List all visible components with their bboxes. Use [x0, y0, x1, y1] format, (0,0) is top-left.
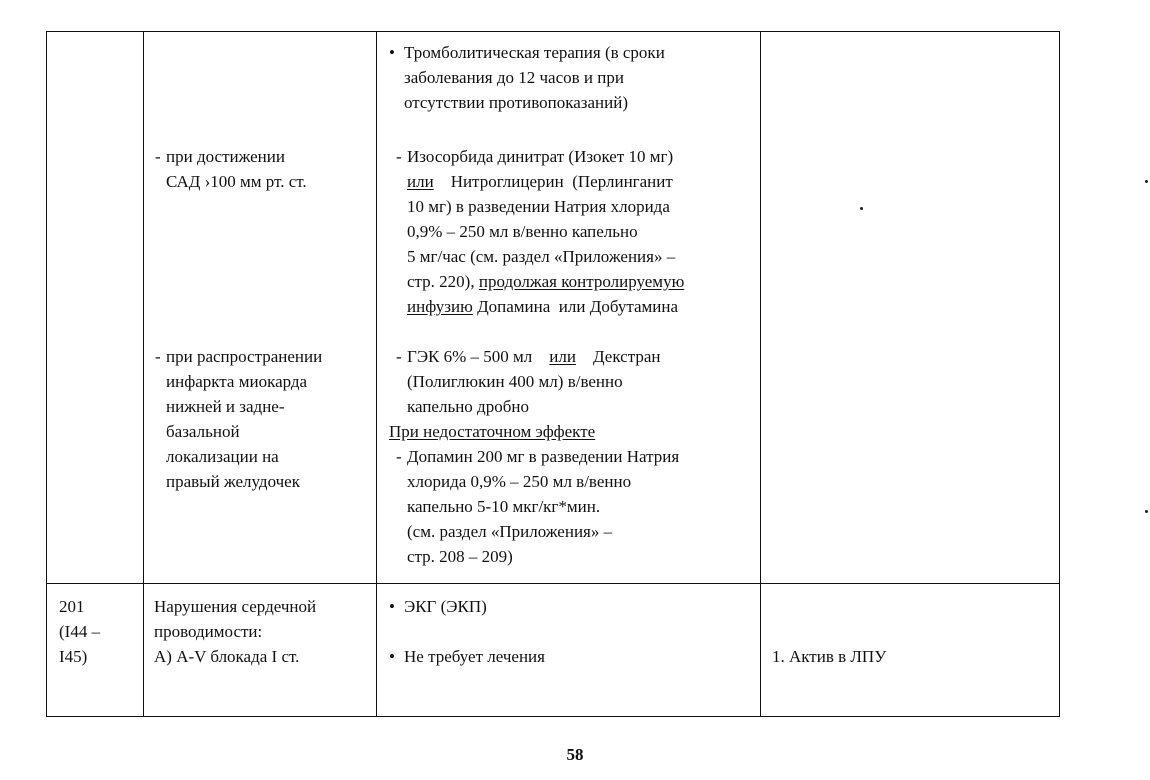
outcome-cell: [761, 584, 1060, 717]
thrombolytic-therapy: • Тромболитическая терапия (в сроки заболевания до 12 часов и при отсутствии противопоказаний): [387, 40, 665, 115]
scan-speck: [1145, 180, 1148, 183]
treatment-cell: [377, 32, 761, 584]
code-cell: [47, 32, 144, 584]
condition-right-ventricle: - при распространении инфаркта миокарда нижней и задне- базальной локализации на правый желудочек: [154, 344, 322, 494]
diagnosis-text: Нарушения сердечной проводимости: А) A-V блокада I ст.: [154, 597, 317, 666]
treatment-cell: [377, 584, 761, 717]
no-treatment-measure: • Не требует лечения: [387, 644, 545, 669]
protocol-table: [46, 31, 1060, 717]
diagnosis-cell: [144, 584, 377, 717]
diagnosis-code: 201 (I44 – I45): [59, 597, 101, 666]
insufficient-effect-heading: При недостаточном эффекте: [389, 422, 596, 441]
code-cell: [47, 584, 144, 717]
table-row: [47, 32, 1060, 584]
outcome-cell: [761, 32, 1060, 584]
page-number: 58: [566, 745, 584, 764]
isosorbide-block: - Изосорбида динитрат (Изокет 10 мг) или Нитроглицерин (Перлинганит 10 мг) в разведении Натрия хлорида 0,9% – 250 мл в/венно капельно 5 мг/час (см. раздел «Приложения» – стр. 220), продолжая контролируемую инфузию Допамина или Добутамина: [395, 144, 684, 319]
condition-sad: - при достижении САД ›100 мм рт. ст.: [154, 144, 307, 194]
hes-block: - ГЭК 6% – 500 мл или Декстран (Полиглюкин 400 мл) в/венно капельно дробно: [395, 344, 661, 419]
scan-speck: [1145, 510, 1148, 513]
table-row: [47, 584, 1060, 717]
scan-speck: [860, 207, 863, 210]
condition-cell: [144, 32, 377, 584]
outcome-text: 1. Актив в ЛПУ: [772, 647, 887, 666]
ecg-measure: • ЭКГ (ЭКП): [387, 594, 487, 619]
dopamine-block: - Допамин 200 мг в разведении Натрия хлорида 0,9% – 250 мл в/венно капельно 5-10 мкг/кг*мин. (см. раздел «Приложения» – стр. 208 – 209): [395, 444, 679, 569]
